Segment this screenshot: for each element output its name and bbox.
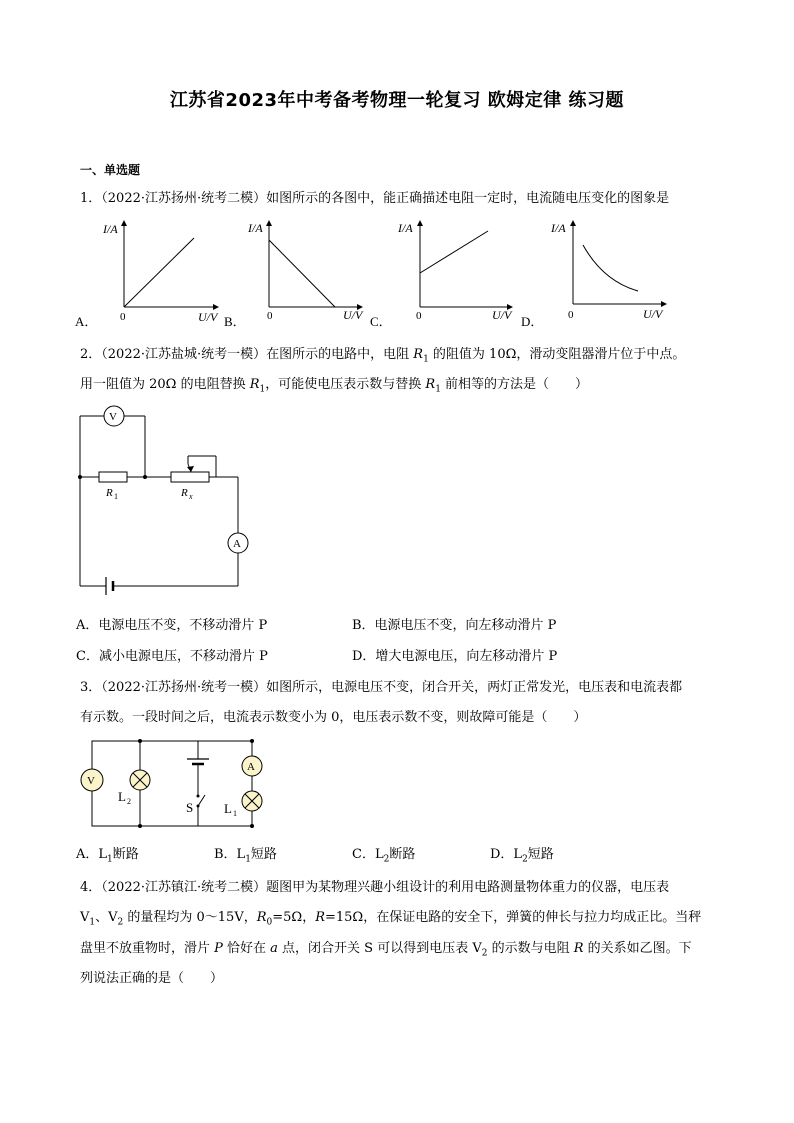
graph-c-origin: 0 <box>416 310 422 322</box>
graph-a-line <box>124 238 194 307</box>
graph-d-y-label: I/A <box>551 221 566 235</box>
question-4-line1: 4．（2022·江苏镇江·统考二模）题图甲为某物理兴趣小组设计的利用电路测量物体重力的仪器，电压表 <box>80 880 670 895</box>
graph-a <box>75 221 219 329</box>
graph-a-x-label: U/V <box>198 310 218 324</box>
question-3-option-b: B．$L_1$短路 <box>214 847 277 865</box>
question-2-option-c: C．减小电源电压，不移动滑片 P <box>76 649 268 664</box>
graph-d-curve <box>583 245 638 291</box>
switch-label: S <box>186 800 194 815</box>
option-d-label: D． <box>521 314 544 329</box>
question-2-option-b: B．电源电压不变，向左移动滑片 P <box>352 618 557 633</box>
graph-b-origin: 0 <box>267 310 273 322</box>
section-heading: 一、单选题 <box>80 163 141 177</box>
r1-resistor <box>99 472 127 482</box>
question-4-line2: $V_1$、$V_2$ 的量程均为 0～15V，$R_0=5\Omega$，R=15Ω，在保证电路的安全下，弹簧的伸长与拉力均成正比。当秤 <box>80 910 702 928</box>
question-1-text: 1．（2022·江苏扬州·统考二模）如图所示的各图中，能正确描述电阻一定时，电流随电压变化的图象是 <box>80 191 670 206</box>
question-2-circuit <box>70 400 270 600</box>
l1-label: L <box>224 801 232 816</box>
question-4-line3: 盘里不放重物时，滑片 P 恰好在 a 点，闭合开关 S 可以得到电压表 $V_2$ 的示数与电阻 R 的关系如乙图。下 <box>80 941 692 959</box>
page-title: 江苏省2023年中考备考物理一轮复习 欧姆定律 练习题 <box>169 90 625 111</box>
graph-c <box>370 221 513 329</box>
graph-c-y-label: I/A <box>398 221 413 235</box>
question-3-circuit <box>74 734 274 834</box>
question-3-line1: 3．（2022·江苏扬州·统考一模）如图所示，电源电压不变，闭合开关，两灯正常发光，电压表和电流表都 <box>80 680 683 695</box>
graph-a-y-label: I/A <box>103 222 118 236</box>
question-3-option-d: D．$L_2$短路 <box>490 847 554 865</box>
question-3-option-c: C．$L_2$断路 <box>352 847 416 865</box>
question-2-line1: 2．（2022·江苏盐城·统考一模）在图所示的电路中，电阻 $R_1$ 的阻值为 10Ω，滑动变阻器滑片位于中点。 <box>80 347 686 365</box>
ammeter-label: A <box>233 538 241 550</box>
rx-rheostat <box>171 472 209 482</box>
question-3-option-a: A．$L_1$断路 <box>76 847 139 865</box>
option-c-label: C． <box>370 314 392 329</box>
graph-a-origin: 0 <box>120 311 126 323</box>
q3-voltmeter-label: V <box>87 775 95 787</box>
question-4-line4: 列说法正确的是（ ） <box>80 971 224 986</box>
question-1-graphs <box>70 215 690 335</box>
r1-label: R <box>106 487 113 499</box>
graph-b-y-label: I/A <box>248 221 263 235</box>
rx-sub: x <box>189 492 193 501</box>
l2-label: L <box>118 789 126 804</box>
graph-c-x-label: U/V <box>492 308 512 322</box>
graph-d-x-label: U/V <box>643 307 663 321</box>
l1-sub: 1 <box>233 809 237 818</box>
l2-sub: 2 <box>127 797 131 806</box>
option-b-label: B． <box>224 314 246 329</box>
graph-d-origin: 0 <box>568 309 574 321</box>
rx-label: R <box>181 487 188 499</box>
question-3-line2: 有示数。一段时间之后，电流表示数变小为 0，电压表示数不变，则故障可能是（ ） <box>80 710 587 725</box>
question-2-line2: 用一阻值为 20Ω 的电阻替换 $R_1$，可能使电压表示数与替换 $R_1$ 前相等的方法是（ ） <box>80 377 589 395</box>
option-a-label: A． <box>75 314 98 329</box>
question-2-option-d: D．增大电源电压，向左移动滑片 P <box>352 649 558 664</box>
graph-b-line <box>269 240 335 307</box>
graph-b-x-label: U/V <box>343 308 363 322</box>
graph-b <box>224 221 364 329</box>
graph-c-line <box>420 231 488 273</box>
r1-sub: 1 <box>114 492 118 501</box>
q3-ammeter-label: A <box>247 761 255 773</box>
graph-d <box>521 221 666 329</box>
question-2-option-a: A．电源电压不变，不移动滑片 P <box>76 618 268 633</box>
voltmeter-label: V <box>109 411 117 423</box>
